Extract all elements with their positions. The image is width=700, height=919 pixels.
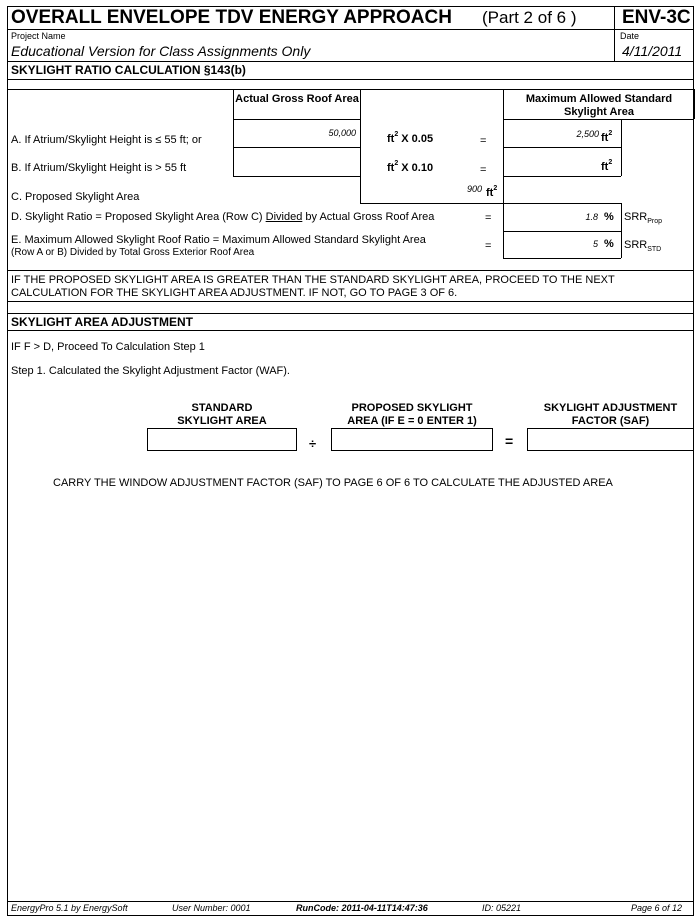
row-d-label: D. Skylight Ratio = Proposed Skylight Area (Row C) Divided by Actual Gross Roof Area [11, 211, 435, 223]
standard-skylight-area-input[interactable] [147, 428, 297, 451]
footer-page-number: Page 6 of 12 [631, 903, 683, 913]
step1-label: Step 1. Calculated the Skylight Adjustment Factor (WAF). [11, 365, 290, 377]
form-code: ENV-3C [622, 7, 691, 28]
skylight-adjustment-section-title: SKYLIGHT AREA ADJUSTMENT [11, 315, 194, 329]
row-e-equals: = [485, 240, 492, 252]
row-e-percent: % [604, 238, 614, 250]
row-a-unit: $ft^2$ [601, 130, 613, 144]
row-d-skylight-ratio: 1.8 [585, 212, 598, 222]
footer-id: ID: 05221 [482, 903, 522, 913]
standard-skylight-area-header: STANDARD SKYLIGHT AREA [177, 402, 267, 427]
proposed-skylight-area-header: PROPOSED SKYLIGHT AREA (IF E = 0 ENTER 1) [347, 402, 477, 427]
row-a-gross-roof-area: 50,000 [328, 128, 356, 138]
row-d-percent: % [604, 211, 614, 223]
adjustment-instruction: IF F > D, Proceed To Calculation Step 1 [11, 341, 205, 353]
row-c-label: C. Proposed Skylight Area [11, 191, 140, 203]
row-b-factor: $ft^2$ X 0.10 [387, 160, 434, 174]
proposed-skylight-area-input[interactable] [331, 428, 493, 451]
equals-sign: = [505, 433, 514, 449]
footer-runcode: RunCode: 2011-04-11T14:47:36 [296, 903, 428, 913]
form-title: OVERALL ENVELOPE TDV ENERGY APPROACH [11, 7, 452, 28]
skylight-adjustment-factor-input[interactable] [527, 428, 694, 451]
row-b-equals: = [480, 164, 487, 176]
row-a-equals: = [480, 135, 487, 147]
date-label: Date [620, 31, 640, 41]
row-a-label: A. If Atrium/Skylight Height is ≤ 55 ft; or [11, 134, 202, 146]
row-e-srr-std: $SRR_{STD}$ [624, 239, 662, 254]
carry-note: CARRY THE WINDOW ADJUSTMENT FACTOR (SAF) TO PAGE 6 OF 6 TO CALCULATE THE ADJUSTED AREA [53, 477, 613, 489]
divide-sign: ÷ [309, 436, 317, 451]
date-value: 4/11/2011 [622, 43, 683, 59]
row-c-proposed-skylight-area: 900 [466, 184, 482, 194]
row-d-srr-prop: $SRR_{Prop}$ [624, 211, 663, 226]
skylight-ratio-section-title: SKYLIGHT RATIO CALCULATION §143(b) [11, 63, 246, 77]
project-name-value: Educational Version for Class Assignments Only [11, 43, 311, 59]
actual-gross-roof-area-header: Actual Gross Roof Area [235, 93, 359, 105]
row-e-label-line2: (Row A or B) Divided by Total Gross Exterior Roof Area [11, 247, 255, 258]
row-a-max-skylight-area: 2,500 [576, 129, 599, 139]
proceed-note: IF THE PROPOSED SKYLIGHT AREA IS GREATER THAN THE STANDARD SKYLIGHT AREA, PROCEED TO THE NEXT CALCULATION FOR THE SKYLIGHT AREA ADJUSTMENT. IF NOT, GO TO PAGE 3 OF 6. [11, 274, 615, 299]
row-d-equals: = [485, 212, 492, 224]
footer-software: EnergyPro 5.1 by EnergySoft [11, 903, 128, 913]
row-b-unit: $ft^2$ [601, 159, 613, 173]
project-name-label: Project Name [11, 31, 66, 41]
footer-user-number: User Number: 0001 [172, 903, 251, 913]
row-c-unit: $ft^2$ [486, 185, 498, 199]
form-part: (Part 2 of 6 ) [482, 8, 577, 27]
row-e-label-line1: E. Maximum Allowed Skylight Roof Ratio = Maximum Allowed Standard Skylight Area [11, 234, 426, 246]
row-b-label: B. If Atrium/Skylight Height is > 55 ft [11, 162, 187, 174]
row-e-max-skylight-ratio: 5 [592, 239, 598, 249]
skylight-adjustment-factor-header: SKYLIGHT ADJUSTMENT FACTOR (SAF) [543, 402, 678, 427]
row-a-factor: $ft^2$ X 0.05 [387, 131, 434, 145]
max-allowed-skylight-area-header: Maximum Allowed Standard Skylight Area [525, 93, 673, 118]
